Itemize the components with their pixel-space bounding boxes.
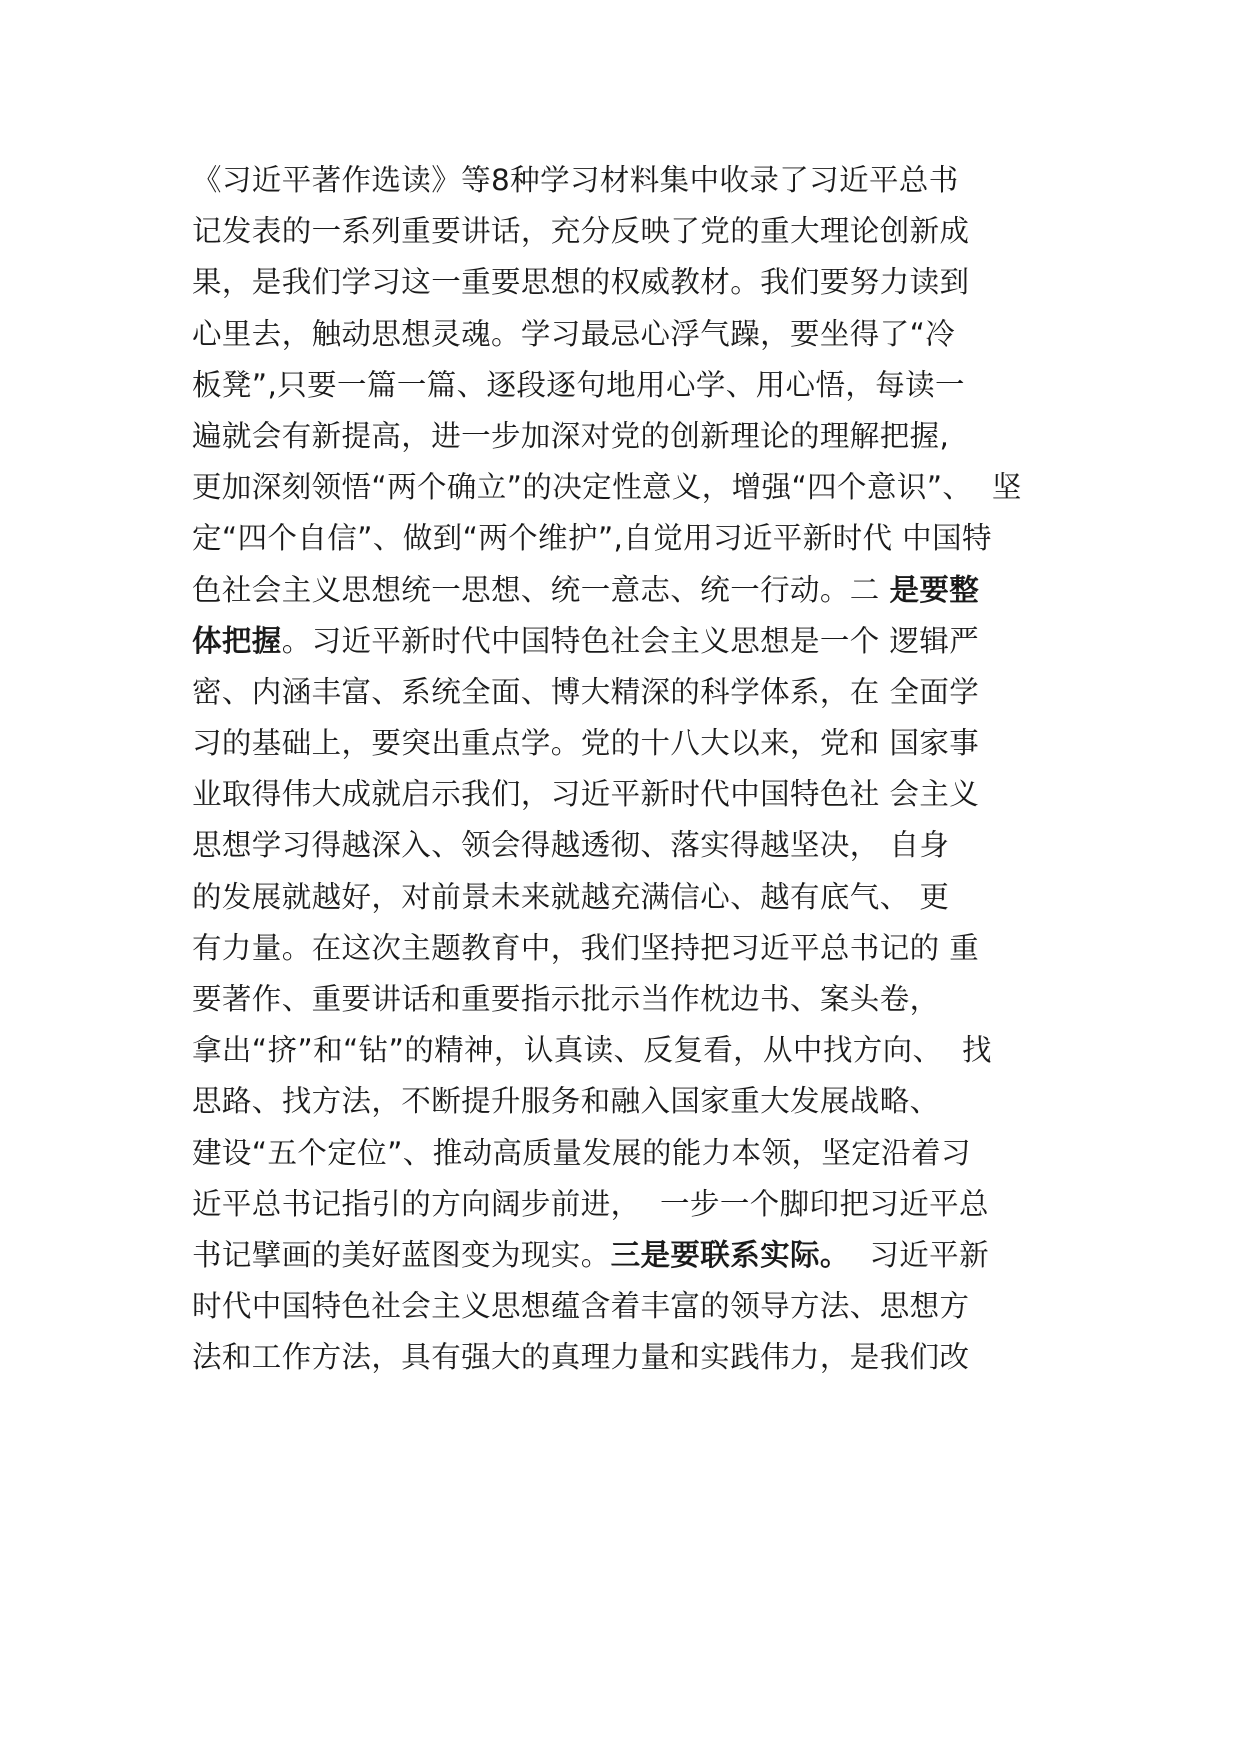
text-run: 密、内涵丰富、系统全面、博大精深的科学体系，在 全面学 [192, 674, 980, 709]
text-run: 习的基础上，要突出重点学。党的十八大以来，党和 国家事 [192, 726, 980, 761]
text-line [192, 820, 1072, 871]
text-line [192, 155, 1072, 206]
text-line [192, 462, 1072, 513]
text-line [192, 872, 1072, 923]
text-line [192, 667, 1072, 718]
text-run: 记发表的一系列重要讲话，充分反映了党的重大理论创新成 [192, 214, 970, 249]
text-line [192, 923, 1072, 974]
text-line [192, 513, 1072, 564]
text-run: 要著作、重要讲话和重要指示批示当作枕边书、案头卷， [192, 982, 940, 1016]
text-line [192, 974, 1072, 1025]
text-run: 的发展就越好，对前景未来就越充满信心、越有底气、 更 [192, 879, 950, 914]
text-line [192, 718, 1072, 769]
text-line [192, 1076, 1072, 1127]
text-run: 业取得伟大成就启示我们，习近平新时代中国特色社 会主义 [192, 777, 980, 812]
body-paragraph [192, 155, 1072, 1384]
text-line [192, 769, 1072, 820]
text-run: 有力量。在这次主题教育中，我们坚持把习近平总书记的 重 [192, 930, 980, 965]
text-line [192, 1332, 1072, 1383]
text-run: 习近平新 [849, 1237, 989, 1272]
text-line [192, 257, 1072, 308]
text-line [192, 1179, 1072, 1230]
text-run: 果，是我们学习这一重要思想的权威教材。我们要努力读到 [192, 265, 970, 300]
text-run: 建设“五个定位”、推动高质量发展的能力本领，坚定沿着习 [192, 1135, 971, 1170]
bold-heading-run: 是要整 [889, 572, 980, 607]
text-line [192, 411, 1072, 462]
text-line [192, 309, 1072, 360]
text-run: 遍就会有新提高，进一步加深对党的创新理论的理解把握, [192, 418, 950, 453]
text-line [192, 360, 1072, 411]
text-line [192, 1025, 1072, 1076]
bold-heading-run: 三是要联系实际。 [610, 1237, 850, 1272]
text-line [192, 1230, 1072, 1281]
text-line [192, 1281, 1072, 1332]
text-run: 书记擘画的美好蓝图变为现实。 [192, 1237, 611, 1272]
bold-heading-run: 体把握 [192, 623, 282, 658]
text-run: 。习近平新时代中国特色社会主义思想是一个 逻辑严 [281, 623, 980, 658]
text-line [192, 616, 1072, 667]
text-line [192, 565, 1072, 616]
text-run: 更加深刻领悟“两个确立”的决定性意义，增强“四个意识”、 坚 [192, 470, 1022, 505]
text-run: 板凳”,只要一篇一篇、逐段逐句地用心学、用心悟，每读一 [192, 367, 965, 402]
text-run: 心里去，触动思想灵魂。学习最忌心浮气躁，要坐得了“冷 [192, 316, 956, 351]
text-run: 色社会主义思想统一思想、统一意志、统一行动。二 [192, 572, 890, 607]
text-run: 思路、找方法，不断提升服务和融入国家重大发展战略、 [192, 1084, 940, 1119]
text-line [192, 1128, 1072, 1179]
text-run: 法和工作方法，具有强大的真理力量和实践伟力，是我们改 [192, 1340, 970, 1375]
text-run: 拿出“挤”和“钻”的精神，认真读、反复看，从中找方向、 找 [192, 1033, 992, 1068]
text-run: 时代中国特色社会主义思想蕴含着丰富的领导方法、思想方 [192, 1289, 970, 1324]
text-line [192, 206, 1072, 257]
text-run: 《习近平著作选读》等8种学习材料集中收录了习近平总书 [192, 163, 959, 197]
text-run: 定“四个自信”、做到“两个维护”,自觉用习近平新时代 中国特 [192, 521, 992, 556]
text-run: 思想学习得越深入、领会得越透彻、落实得越坚决， 自身 [192, 828, 950, 863]
text-run: 近平总书记指引的方向阔步前进， 一步一个脚印把习近平总 [192, 1186, 989, 1221]
